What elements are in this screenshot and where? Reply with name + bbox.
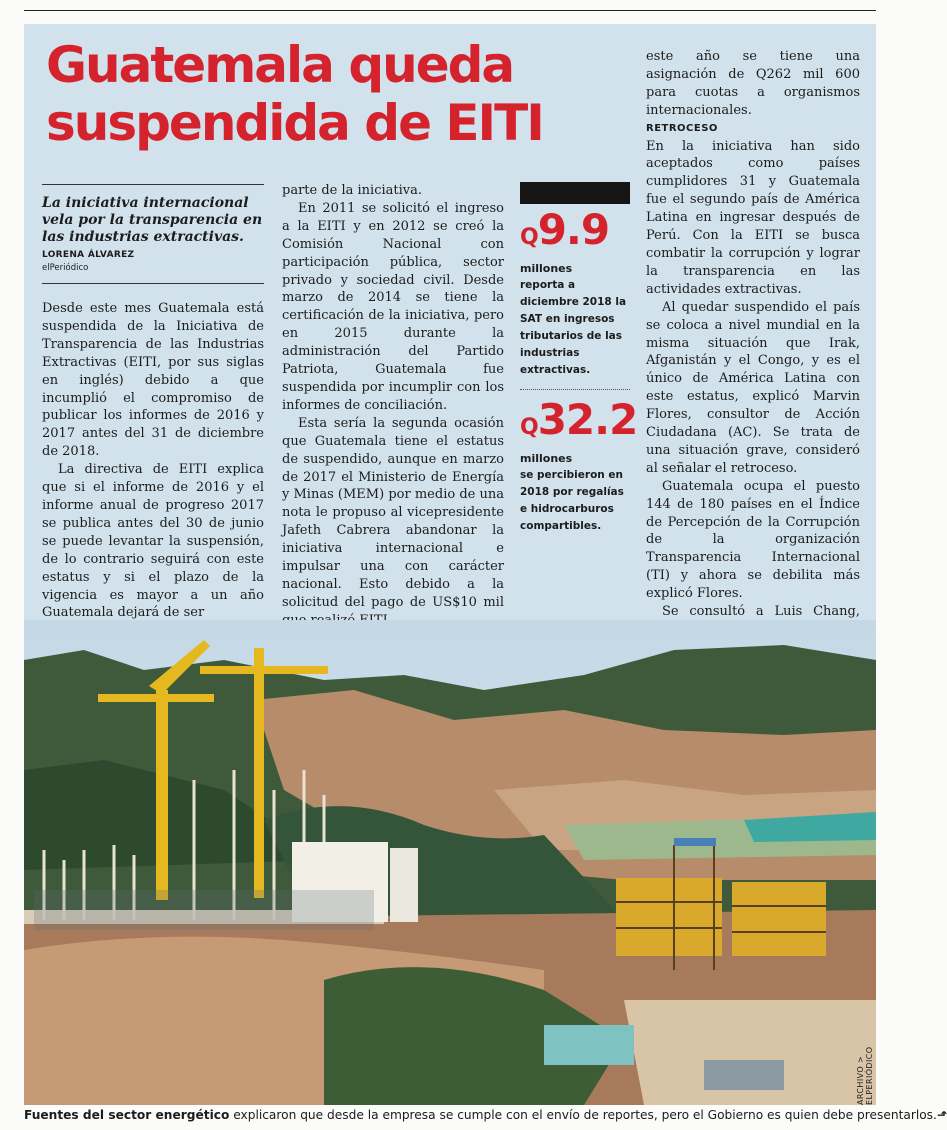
stat-divider — [520, 389, 630, 390]
photo-credit: ARCHIVO > ELPERIÓDICO — [856, 1046, 874, 1105]
caption-text: explicaron que desde la empresa se cumple con el envío de reportes, pero el Gobierno es quien debe presentarlos. — [233, 1108, 937, 1122]
currency-prefix: Q — [520, 225, 538, 250]
stat-number: 32.2 — [537, 395, 638, 444]
outlet-name: elPeriódico — [42, 263, 89, 273]
stat-value — [520, 395, 638, 450]
top-rule — [24, 10, 876, 11]
stat-description: reporta a diciembre 2018 la SAT en ingresos tributarios de las industrias extractivas. — [520, 279, 627, 376]
body-column-4 — [646, 48, 860, 657]
stat-block — [520, 205, 630, 379]
paragraph: La directiva de EITI explica que si el informe de 2016 y el informe anual de progreso 2017 se publica antes del 30 de junio se puede levantar la suspensión, de lo contrario seguirá con este estatus y si el plazo de la vigencia es mayor a un año Guatemala dejará de ser — [42, 462, 264, 621]
stat-unit: millones — [520, 262, 573, 275]
paragraph: Se consultó a Luis Chang, — [662, 604, 860, 620]
stat-description: se percibieron en 2018 por regalías e hidrocarburos compartibles. — [520, 469, 624, 532]
stat-unit: millones — [520, 452, 573, 465]
byline: LORENA ÁLVAREZ — [42, 250, 135, 260]
paragraph: Guatemala ocupa el puesto 144 de 180 países en el Índice de Percepción de la Corrupción de la organización Transparencia Internacional (TI) y ahora se debilita más explicó Flores. — [646, 478, 860, 602]
article-page — [24, 24, 876, 1105]
paragraph: parte de la iniciativa. — [282, 183, 423, 198]
paragraph: Desde este mes Guatemala está suspendida de la Iniciativa de Transparencia de las Industrias Extractivas (EITI, por sus siglas en inglés) debido a que incumplió el compromiso de publicar los informes de 2016 y 2017 antes del 31 de diciembre de 2018. — [42, 301, 264, 460]
body-column-1 — [42, 300, 264, 622]
deck-rule-top — [42, 184, 264, 185]
sidebar-header-bar — [520, 182, 630, 204]
stat-number: 9.9 — [537, 205, 610, 254]
paragraph: Al quedar suspendido el país se coloca a nivel mundial en la misma situación que Irak, Afganistán y el Congo, y es el único de América Latina con este estatus, explicó Marvin Flores, consultor de Acción Ciudadana (AC). Se trata de una situación grave, consideró al señalar el retroceso. — [646, 299, 860, 476]
stats-sidebar — [520, 182, 638, 535]
headline: Guatemala queda suspendida de EITI — [46, 36, 543, 152]
paragraph: este año se tiene una asignación de Q262 mil 600 para cuotas a organismos internacionales. — [646, 49, 860, 118]
deck-rule-bottom — [42, 283, 264, 284]
end-mark-icon: ⬏ — [936, 1108, 947, 1122]
paragraph: En la iniciativa han sido aceptados como países cumplidores 31 y Guatemala fue el segundo país de América Latina en ingresar después de Perú. Con la EITI se busca combatir la corrupción y lograr la transparencia en las actividades extractivas. — [646, 138, 860, 297]
paragraph: Esta sería la segunda ocasión que Guatemala tiene el estatus de suspendido, aunque en marzo de 2017 el Ministerio de Energía y Minas (MEM) por medio de una nota le propuso al vicepresidente Jafeth Cabrera abandonar la iniciativa internacional e impulsar una con carácter nacional. Esto debido a la solicitud del pago de US$10 mil — [282, 415, 504, 610]
stat-value — [520, 205, 630, 260]
article-deck — [42, 184, 264, 284]
section-rubric: RETROCESO — [646, 122, 718, 134]
photo-caption — [24, 1108, 947, 1123]
stat-block — [520, 395, 638, 535]
body-column-2 — [282, 182, 504, 665]
subhead: La iniciativa internacional vela por la transparencia en las industrias extractivas. — [42, 195, 263, 245]
mining-site-photo — [24, 620, 876, 1105]
caption-lead: Fuentes del sector energético — [24, 1108, 230, 1122]
currency-prefix: Q — [520, 415, 538, 440]
paragraph: En 2011 se solicitó el ingreso a la EITI y en 2012 se creó la Comisión Nacional con participación pública, sector privado y sociedad civil. Desde marzo de 2014 se tiene la certificación de la iniciativa, pero en 2015 durante la administración del Partido Patriota, Guatemala fue suspendida por incumplir con los informes de conciliación. — [282, 200, 504, 413]
